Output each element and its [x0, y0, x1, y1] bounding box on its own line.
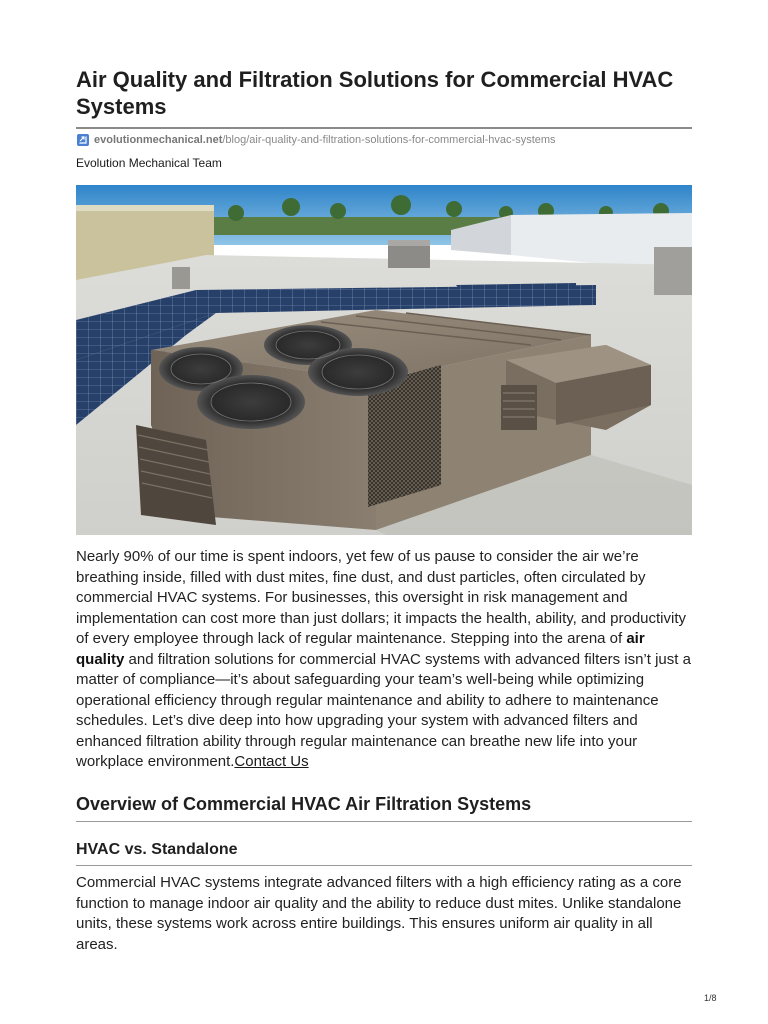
page-current: 1 — [704, 993, 710, 1003]
subsection-divider — [76, 865, 692, 866]
hero-image-rooftop-hvac-unit — [76, 185, 692, 535]
author-name: Evolution Mechanical Team — [76, 156, 222, 170]
source-path[interactable]: /blog/air-quality-and-filtration-solutions-for-commercial-hvac-systems — [222, 134, 556, 146]
link-icon — [76, 133, 90, 147]
title-divider — [76, 127, 692, 129]
intro-bold-term: air quality — [76, 630, 645, 668]
subsection-heading: HVAC vs. Standalone — [76, 841, 238, 858]
source-url[interactable] — [76, 133, 556, 147]
section-heading: Overview of Commercial HVAC Air Filtration Systems — [76, 794, 532, 814]
page-total: 8 — [711, 993, 717, 1003]
page-number: 1/8 — [704, 993, 717, 1003]
intro-paragraph — [76, 547, 692, 773]
intro-text-start: Nearly 90% of our time is spent indoors, yet few of us pause to consider the air we’re breathing inside, filled with dust mites, fine dust, and dust particles, often circulated by commercial HVAC systems. For businesses, this oversight in risk management and implementation can cost more than just dollars; it impacts the health, ability, and productivity of every employee through lack of regular maintenance. Stepping into the arena of — [76, 548, 687, 647]
intro-text-end: and filtration solutions for commercial HVAC systems with advanced filters isn’t just a matter of compliance—it’s about safeguarding your team’s well-being while optimizing operational efficiency through regular maintenance and ability to adhere to maintenance schedules. Let’s dive deep into how upgrading your system with advanced filters and enhanced filtration ability through regular maintenance can breathe new life into your workplace environment. — [76, 650, 691, 770]
source-domain[interactable]: evolutionmechanical.net — [94, 134, 223, 146]
page-title: Air Quality and Filtration Solutions for Commercial HVAC Systems — [76, 67, 674, 119]
section-divider — [76, 821, 692, 822]
subsection-paragraph: Commercial HVAC systems integrate advanced filters with a high efficiency rating as a core function to manage indoor air quality and the ability to reduce dust mites. Unlike standalone units, these systems work across entire buildings. This ensures uniform air quality in all areas. — [76, 874, 682, 953]
contact-us-link[interactable]: Contact Us — [234, 753, 309, 770]
